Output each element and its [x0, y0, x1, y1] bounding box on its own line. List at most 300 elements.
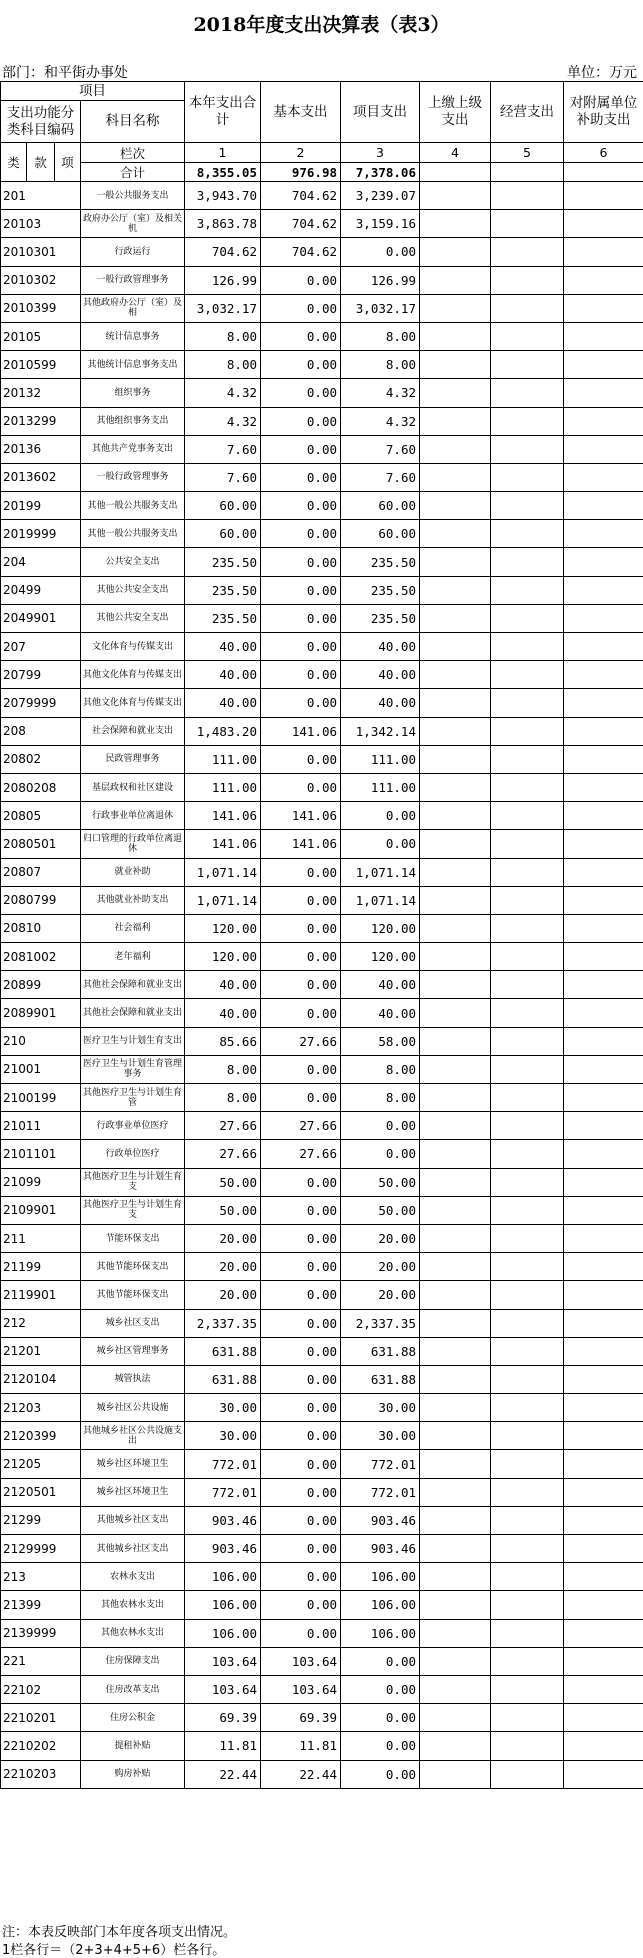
row-operating	[491, 1281, 564, 1309]
row-project: 772.01	[341, 1450, 420, 1478]
row-basic: 27.66	[261, 1112, 341, 1140]
row-operating	[491, 576, 564, 604]
table-row	[1, 1422, 643, 1450]
row-project: 0.00	[341, 802, 420, 830]
row-total: 20.00	[185, 1281, 261, 1309]
header-xiang: 项	[55, 143, 81, 182]
row-code: 21001	[1, 1055, 81, 1083]
row-upper	[420, 520, 491, 548]
table-row	[1, 1732, 643, 1760]
row-code: 2120501	[1, 1478, 81, 1506]
row-operating	[491, 1619, 564, 1647]
row-total: 111.00	[185, 773, 261, 801]
table-row	[1, 1647, 643, 1675]
row-basic: 0.00	[261, 943, 341, 971]
department-label: 部门：和平街办事处	[2, 65, 128, 81]
row-basic: 103.64	[261, 1647, 341, 1675]
row-total: 1,071.14	[185, 886, 261, 914]
row-upper	[420, 1055, 491, 1083]
row-project: 8.00	[341, 322, 420, 350]
row-subject-name: 农林水支出	[81, 1563, 185, 1591]
row-total: 903.46	[185, 1535, 261, 1563]
row-basic: 0.00	[261, 971, 341, 999]
row-total: 7.60	[185, 463, 261, 491]
row-basic: 0.00	[261, 1281, 341, 1309]
row-code: 2119901	[1, 1281, 81, 1309]
row-total: 40.00	[185, 971, 261, 999]
row-upper	[420, 1281, 491, 1309]
row-project: 631.88	[341, 1337, 420, 1365]
row-code: 21199	[1, 1253, 81, 1281]
table-row	[1, 351, 643, 379]
table-row	[1, 999, 643, 1027]
table-row	[1, 943, 643, 971]
row-code: 201	[1, 182, 81, 210]
row-code: 20136	[1, 435, 81, 463]
row-project: 30.00	[341, 1422, 420, 1450]
row-subject-name: 其他一般公共服务支出	[81, 492, 185, 520]
row-upper	[420, 1337, 491, 1365]
row-upper	[420, 1168, 491, 1196]
row-project: 106.00	[341, 1591, 420, 1619]
row-upper	[420, 210, 491, 238]
row-code: 2109901	[1, 1196, 81, 1224]
row-subsidiary	[564, 182, 643, 210]
row-code: 2010301	[1, 238, 81, 266]
table-row	[1, 1055, 643, 1083]
row-code: 2019999	[1, 520, 81, 548]
row-project: 1,342.14	[341, 717, 420, 745]
row-total: 27.66	[185, 1112, 261, 1140]
row-code: 221	[1, 1647, 81, 1675]
row-upper	[420, 1535, 491, 1563]
row-operating	[491, 830, 564, 858]
table-row	[1, 604, 643, 632]
row-operating	[491, 351, 564, 379]
row-total: 3,943.70	[185, 182, 261, 210]
row-operating	[491, 407, 564, 435]
row-project: 8.00	[341, 351, 420, 379]
row-project: 8.00	[341, 1055, 420, 1083]
row-total: 8.00	[185, 351, 261, 379]
row-upper	[420, 1591, 491, 1619]
row-subsidiary	[564, 1196, 643, 1224]
row-operating	[491, 1337, 564, 1365]
table-row	[1, 689, 643, 717]
row-subsidiary	[564, 576, 643, 604]
row-subject-name: 公共安全支出	[81, 548, 185, 576]
row-code: 20199	[1, 492, 81, 520]
row-project: 106.00	[341, 1619, 420, 1647]
row-upper	[420, 1112, 491, 1140]
row-operating	[491, 492, 564, 520]
row-project: 50.00	[341, 1168, 420, 1196]
row-operating	[491, 435, 564, 463]
row-code: 20807	[1, 858, 81, 886]
total-operating	[491, 163, 564, 182]
row-project: 1,071.14	[341, 886, 420, 914]
row-basic: 0.00	[261, 1365, 341, 1393]
row-upper	[420, 1309, 491, 1337]
table-row	[1, 971, 643, 999]
row-basic: 0.00	[261, 463, 341, 491]
row-upper	[420, 717, 491, 745]
row-upper	[420, 322, 491, 350]
row-subsidiary	[564, 435, 643, 463]
row-subject-name: 其他农林水支出	[81, 1619, 185, 1647]
row-subject-name: 城乡社区支出	[81, 1309, 185, 1337]
row-total: 1,071.14	[185, 858, 261, 886]
row-project: 235.50	[341, 604, 420, 632]
row-total: 85.66	[185, 1027, 261, 1055]
row-operating	[491, 1704, 564, 1732]
row-operating	[491, 1055, 564, 1083]
col-num-2: 2	[261, 143, 341, 163]
table-row	[1, 830, 643, 858]
row-subsidiary	[564, 1478, 643, 1506]
row-total: 1,483.20	[185, 717, 261, 745]
row-code: 21099	[1, 1168, 81, 1196]
row-total: 69.39	[185, 1704, 261, 1732]
row-code: 20805	[1, 802, 81, 830]
row-project: 50.00	[341, 1196, 420, 1224]
row-subsidiary	[564, 1140, 643, 1168]
row-basic: 22.44	[261, 1760, 341, 1788]
row-subject-name: 其他城乡社区支出	[81, 1506, 185, 1534]
row-basic: 0.00	[261, 1055, 341, 1083]
row-operating	[491, 1478, 564, 1506]
col-num-1: 1	[185, 143, 261, 163]
row-total: 120.00	[185, 914, 261, 942]
row-basic: 0.00	[261, 492, 341, 520]
table-row	[1, 1281, 643, 1309]
row-basic: 0.00	[261, 633, 341, 661]
row-subsidiary	[564, 1365, 643, 1393]
row-project: 0.00	[341, 1675, 420, 1703]
row-subsidiary	[564, 294, 643, 322]
row-code: 2100199	[1, 1084, 81, 1112]
row-total: 60.00	[185, 520, 261, 548]
row-upper	[420, 1224, 491, 1252]
row-subsidiary	[564, 886, 643, 914]
row-operating	[491, 1112, 564, 1140]
row-total: 20.00	[185, 1253, 261, 1281]
row-basic: 0.00	[261, 351, 341, 379]
row-operating	[491, 182, 564, 210]
header-total: 本年支出合计	[185, 82, 261, 143]
row-operating	[491, 1253, 564, 1281]
row-upper	[420, 1365, 491, 1393]
table-row	[1, 633, 643, 661]
row-operating	[491, 1647, 564, 1675]
table-row	[1, 1591, 643, 1619]
table-row	[1, 548, 643, 576]
row-subject-name: 其他城乡社区支出	[81, 1535, 185, 1563]
table-row	[1, 1704, 643, 1732]
row-upper	[420, 745, 491, 773]
table-row	[1, 717, 643, 745]
row-code: 2010599	[1, 351, 81, 379]
row-subject-name: 其他医疗卫生与计划生育管	[81, 1084, 185, 1112]
table-row	[1, 1112, 643, 1140]
row-subsidiary	[564, 1732, 643, 1760]
row-subject-name: 住房保障支出	[81, 1647, 185, 1675]
table-row	[1, 1168, 643, 1196]
row-code: 20799	[1, 661, 81, 689]
row-upper	[420, 1760, 491, 1788]
row-basic: 27.66	[261, 1027, 341, 1055]
row-basic: 0.00	[261, 689, 341, 717]
row-upper	[420, 1253, 491, 1281]
row-basic: 0.00	[261, 1619, 341, 1647]
col-num-5: 5	[491, 143, 564, 163]
row-project: 120.00	[341, 914, 420, 942]
table-row	[1, 1196, 643, 1224]
row-subsidiary	[564, 717, 643, 745]
row-total: 235.50	[185, 576, 261, 604]
row-project: 120.00	[341, 943, 420, 971]
row-code: 2089901	[1, 999, 81, 1027]
row-upper	[420, 633, 491, 661]
row-upper	[420, 689, 491, 717]
row-subsidiary	[564, 379, 643, 407]
row-subsidiary	[564, 1394, 643, 1422]
header-kuan: 款	[27, 143, 55, 182]
row-upper	[420, 830, 491, 858]
row-operating	[491, 858, 564, 886]
row-basic: 141.06	[261, 717, 341, 745]
row-total: 120.00	[185, 943, 261, 971]
row-subsidiary	[564, 604, 643, 632]
row-subsidiary	[564, 548, 643, 576]
row-subsidiary	[564, 943, 643, 971]
row-operating	[491, 689, 564, 717]
row-project: 40.00	[341, 999, 420, 1027]
row-basic: 0.00	[261, 1591, 341, 1619]
row-subsidiary	[564, 1055, 643, 1083]
row-upper	[420, 1478, 491, 1506]
row-operating	[491, 1027, 564, 1055]
row-basic: 0.00	[261, 435, 341, 463]
row-upper	[420, 576, 491, 604]
table-row	[1, 1337, 643, 1365]
row-code: 2129999	[1, 1535, 81, 1563]
row-operating	[491, 1196, 564, 1224]
row-subsidiary	[564, 971, 643, 999]
row-upper	[420, 238, 491, 266]
row-basic: 0.00	[261, 1196, 341, 1224]
row-subject-name: 城乡社区公共设施	[81, 1394, 185, 1422]
row-project: 60.00	[341, 492, 420, 520]
table-row	[1, 858, 643, 886]
row-project: 20.00	[341, 1281, 420, 1309]
row-subject-name: 一般行政管理事务	[81, 463, 185, 491]
row-project: 235.50	[341, 576, 420, 604]
row-subject-name: 其他城乡社区公共设施支出	[81, 1422, 185, 1450]
row-upper	[420, 971, 491, 999]
row-subsidiary	[564, 773, 643, 801]
col-num-6: 6	[564, 143, 643, 163]
table-row	[1, 1224, 643, 1252]
row-operating	[491, 661, 564, 689]
row-project: 106.00	[341, 1563, 420, 1591]
row-code: 207	[1, 633, 81, 661]
row-code: 2010302	[1, 266, 81, 294]
row-code: 2079999	[1, 689, 81, 717]
table-row	[1, 407, 643, 435]
row-operating	[491, 379, 564, 407]
row-total: 40.00	[185, 661, 261, 689]
row-upper	[420, 1394, 491, 1422]
row-project: 40.00	[341, 689, 420, 717]
row-subject-name: 归口管理的行政单位离退休	[81, 830, 185, 858]
row-subject-name: 就业补助	[81, 858, 185, 886]
header-project: 项目支出	[341, 82, 420, 143]
row-code: 2139999	[1, 1619, 81, 1647]
row-project: 3,032.17	[341, 294, 420, 322]
row-subsidiary	[564, 210, 643, 238]
row-subject-name: 一般公共服务支出	[81, 182, 185, 210]
row-total: 772.01	[185, 1478, 261, 1506]
row-code: 20802	[1, 745, 81, 773]
row-code: 213	[1, 1563, 81, 1591]
row-basic: 11.81	[261, 1732, 341, 1760]
row-total: 7.60	[185, 435, 261, 463]
table-row	[1, 1563, 643, 1591]
row-upper	[420, 914, 491, 942]
row-subject-name: 购房补贴	[81, 1760, 185, 1788]
row-total: 50.00	[185, 1168, 261, 1196]
table-row	[1, 1253, 643, 1281]
table-row	[1, 1506, 643, 1534]
row-subsidiary	[564, 802, 643, 830]
row-operating	[491, 914, 564, 942]
row-project: 0.00	[341, 1112, 420, 1140]
table-row	[1, 1365, 643, 1393]
row-code: 20103	[1, 210, 81, 238]
table-row	[1, 294, 643, 322]
row-subject-name: 政府办公厅（室）及相关机	[81, 210, 185, 238]
row-subject-name: 其他文化体育与传媒支出	[81, 661, 185, 689]
row-subject-name: 其他社会保障和就业支出	[81, 971, 185, 999]
table-row	[1, 210, 643, 238]
row-code: 20105	[1, 322, 81, 350]
row-upper	[420, 1619, 491, 1647]
row-code: 2049901	[1, 604, 81, 632]
row-upper	[420, 1506, 491, 1534]
row-project: 4.32	[341, 379, 420, 407]
row-subject-name: 其他医疗卫生与计划生育支	[81, 1196, 185, 1224]
row-subject-name: 行政事业单位医疗	[81, 1112, 185, 1140]
row-total: 60.00	[185, 492, 261, 520]
row-project: 0.00	[341, 1732, 420, 1760]
row-operating	[491, 1563, 564, 1591]
table-row	[1, 266, 643, 294]
row-subsidiary	[564, 520, 643, 548]
row-total: 8.00	[185, 322, 261, 350]
row-subject-name: 城乡社区环境卫生	[81, 1450, 185, 1478]
row-basic: 0.00	[261, 999, 341, 1027]
row-total: 903.46	[185, 1506, 261, 1534]
row-subject-name: 其他医疗卫生与计划生育支	[81, 1168, 185, 1196]
row-subject-name: 其他公共安全支出	[81, 576, 185, 604]
row-code: 2210202	[1, 1732, 81, 1760]
row-basic: 103.64	[261, 1675, 341, 1703]
table-row	[1, 1619, 643, 1647]
row-subsidiary	[564, 1168, 643, 1196]
row-subject-name: 节能环保支出	[81, 1224, 185, 1252]
row-subsidiary	[564, 1704, 643, 1732]
row-total: 772.01	[185, 1450, 261, 1478]
row-code: 20899	[1, 971, 81, 999]
row-subject-name: 组织事务	[81, 379, 185, 407]
row-subject-name: 文化体育与传媒支出	[81, 633, 185, 661]
total-project: 7,378.06	[341, 163, 420, 182]
row-subsidiary	[564, 1309, 643, 1337]
col-num-3: 3	[341, 143, 420, 163]
row-basic: 0.00	[261, 886, 341, 914]
row-subsidiary	[564, 830, 643, 858]
row-project: 2,337.35	[341, 1309, 420, 1337]
row-upper	[420, 1084, 491, 1112]
row-subject-name: 医疗卫生与计划生育管理事务	[81, 1055, 185, 1083]
table-row	[1, 1309, 643, 1337]
row-upper	[420, 999, 491, 1027]
row-upper	[420, 266, 491, 294]
row-project: 235.50	[341, 548, 420, 576]
table-row	[1, 745, 643, 773]
row-operating	[491, 210, 564, 238]
row-subsidiary	[564, 1450, 643, 1478]
row-subsidiary	[564, 1760, 643, 1788]
row-code: 20132	[1, 379, 81, 407]
row-operating	[491, 1309, 564, 1337]
row-basic: 0.00	[261, 407, 341, 435]
unit-label: 单位：万元	[567, 65, 637, 81]
table-row	[1, 1084, 643, 1112]
row-upper	[420, 379, 491, 407]
total-upper	[420, 163, 491, 182]
row-project: 0.00	[341, 1647, 420, 1675]
row-basic: 0.00	[261, 1168, 341, 1196]
total-label: 合计	[81, 163, 185, 182]
row-operating	[491, 548, 564, 576]
row-subject-name: 其他社会保障和就业支出	[81, 999, 185, 1027]
table-row	[1, 914, 643, 942]
row-basic: 0.00	[261, 548, 341, 576]
row-total: 235.50	[185, 604, 261, 632]
row-total: 30.00	[185, 1422, 261, 1450]
header-item: 项目	[1, 82, 185, 101]
row-code: 212	[1, 1309, 81, 1337]
row-basic: 0.00	[261, 294, 341, 322]
row-project: 60.00	[341, 520, 420, 548]
table-row	[1, 886, 643, 914]
row-operating	[491, 266, 564, 294]
row-project: 903.46	[341, 1535, 420, 1563]
row-basic: 0.00	[261, 266, 341, 294]
row-subsidiary	[564, 1084, 643, 1112]
row-code: 211	[1, 1224, 81, 1252]
row-basic: 0.00	[261, 773, 341, 801]
table-row	[1, 1450, 643, 1478]
row-subject-name: 统计信息事务	[81, 322, 185, 350]
row-operating	[491, 520, 564, 548]
row-code: 2081002	[1, 943, 81, 971]
row-subsidiary	[564, 1422, 643, 1450]
row-total: 4.32	[185, 379, 261, 407]
row-basic: 0.00	[261, 322, 341, 350]
